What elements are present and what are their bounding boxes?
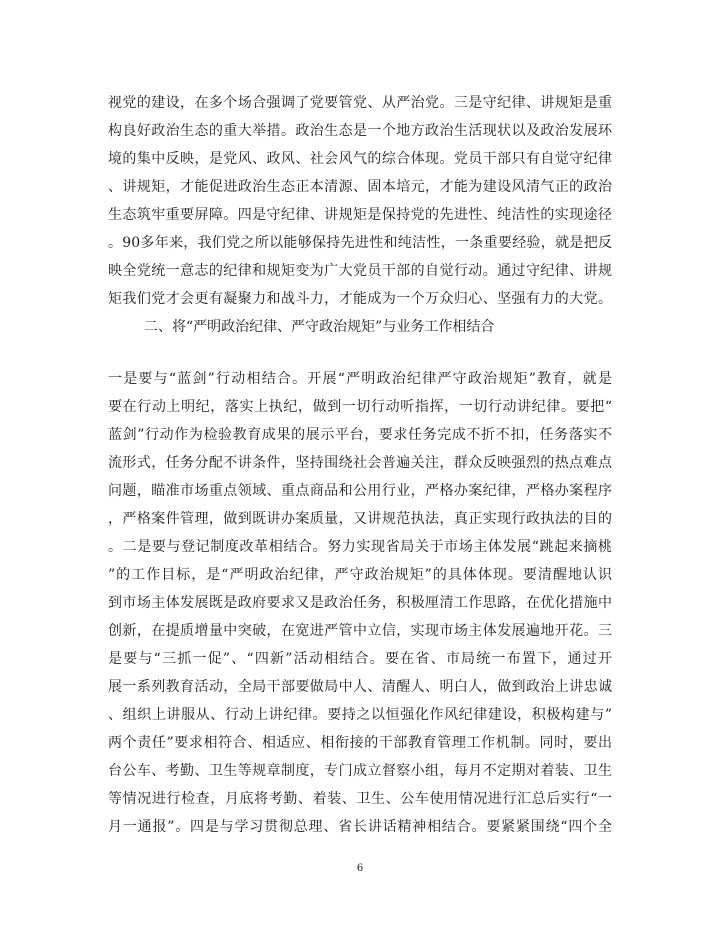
paragraph-line: 蓝剑”行动作为检验教育成果的展示平台，要求任务完成不折不扣，任务落实不 — [108, 427, 612, 443]
paragraph-line: 、讲规矩，才能促进政治生态正本清源、固本培元，才能为建设风清气正的政治 — [108, 179, 612, 195]
page-number: 6 — [356, 863, 364, 874]
paragraph-line: 两个责任”要求相符合、相适应、相衔接的干部教育管理工作机制。同时，要出 — [108, 735, 612, 751]
paragraph-line: 矩我们党才会更有凝聚力和战斗力，才能成为一个万众归心、坚强有力的大党。 — [108, 291, 612, 307]
paragraph-line: 创新，在提质增量中突破，在宽进严管中立信，实现市场主体发展遍地开花。三 — [108, 623, 612, 639]
paragraph-line: 视党的建设，在多个场合强调了党要管党、从严治党。三是守纪律、讲规矩是重 — [108, 95, 612, 111]
paragraph-line: 境的集中反映，是党风、政风、社会风气的综合体现。党员干部只有自觉守纪律 — [108, 151, 612, 167]
paragraph-line: ”的工作目标，是“严明政治纪律，严守政治规矩”的具体体现。要清醒地认识 — [108, 567, 612, 583]
paragraph-line: 要在行动上明纪，落实上执纪，做到一切行动听指挥，一切行动讲纪律。要把“ — [108, 399, 612, 415]
paragraph-line: 问题，瞄准市场重点领域、重点商品和公用行业，严格办案纪律，严格办案程序 — [108, 483, 612, 499]
paragraph-line: 展一系列教育活动，全局干部要做局中人、清醒人、明白人，做到政治上讲忠诚 — [108, 679, 612, 695]
section-heading: 二、将“严明政治纪律、严守政治规矩”与业务工作相结合 — [144, 319, 495, 335]
paragraph-line: 。二是要与登记制度改革相结合。努力实现省局关于市场主体发展“跳起来摘桃 — [108, 539, 612, 555]
paragraph-line: 台公车、考勤、卫生等规章制度，专门成立督察小组，每月不定期对着装、卫生 — [108, 763, 612, 779]
paragraph-line: 月一通报”。四是与学习贯彻总理、省长讲话精神相结合。要紧紧围绕“四个全 — [108, 819, 612, 835]
paragraph-line: 、组织上讲服从、行动上讲纪律。要持之以恒强化作风纪律建设，积极构建与” — [108, 707, 612, 723]
paragraph-line: 到市场主体发展既是政府要求又是政治任务，积极厘清工作思路，在优化措施中 — [108, 595, 612, 611]
paragraph-line: 生态筑牢重要屏障。四是守纪律、讲规矩是保持党的先进性、纯洁性的实现途径 — [108, 207, 612, 223]
paragraph-line: 映全党统一意志的纪律和规矩变为广大党员干部的自觉行动。通过守纪律、讲规 — [108, 263, 612, 279]
paragraph-line: 等情况进行检查，月底将考勤、着装、卫生、公车使用情况进行汇总后实行“一 — [108, 791, 612, 807]
paragraph-line: 。90多年来，我们党之所以能够保持先进性和纯洁性，一条重要经验，就是把反 — [108, 235, 612, 251]
paragraph-line: 是要与“三抓一促”、“四新”活动相结合。要在省、市局统一布置下，通过开 — [108, 651, 612, 667]
paragraph-line: 流形式，任务分配不讲条件，坚持围绕社会普遍关注，群众反映强烈的热点难点 — [108, 455, 612, 471]
paragraph-line: 一是要与“蓝剑”行动相结合。开展“严明政治纪律严守政治规矩”教育，就是 — [108, 371, 612, 387]
paragraph-line: 构良好政治生态的重大举措。政治生态是一个地方政治生活现状以及政治发展环 — [108, 123, 612, 139]
paragraph-line: ，严格案件管理，做到既讲办案质量，又讲规范执法，真正实现行政执法的目的 — [108, 511, 612, 527]
